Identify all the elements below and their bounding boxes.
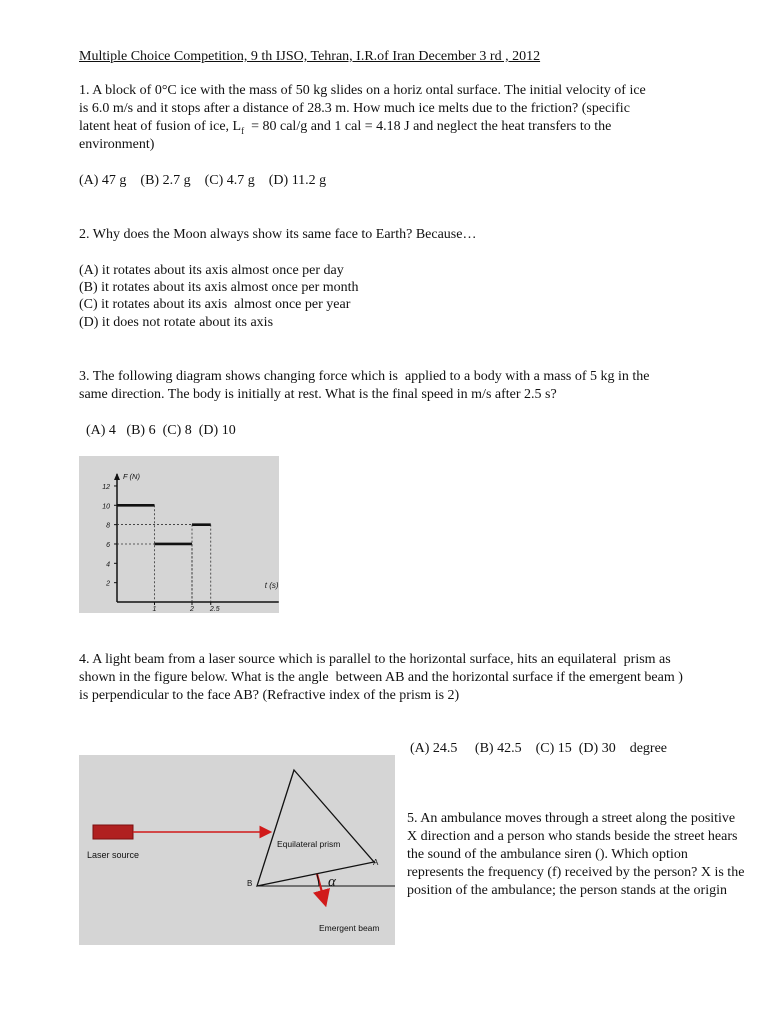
equilateral-prism xyxy=(257,770,374,886)
y-axis-arrow xyxy=(114,473,120,480)
prism-figure xyxy=(79,755,395,945)
q2-stem: 2. Why does the Moon always show its same face to Earth? Because… xyxy=(79,227,477,242)
q4-options: (A) 24.5 (B) 42.5 (C) 15 (D) 30 degree xyxy=(410,741,667,756)
q4-line-3: is perpendicular to the face AB? (Refractive index of the prism is 2) xyxy=(79,688,460,703)
laser-source-label: Laser source xyxy=(87,850,140,860)
emergent-beam-label: Emergent beam xyxy=(319,923,380,933)
q4-line-2: shown in the figure below. What is the angle between AB and the horizontal surface if the emergent beam ) xyxy=(79,670,683,685)
x-axis-label: t (s) xyxy=(264,581,279,590)
force-time-graph xyxy=(79,456,279,613)
q1-line-3-start: latent heat of fusion of ice, L xyxy=(79,119,242,134)
q2-option-b: (B) it rotates about its axis almost once per month xyxy=(79,280,359,295)
document-header: Multiple Choice Competition, 9 th IJSO, Tehran, I.R.of Iran December 3 rd , 2012 xyxy=(79,49,541,64)
x-tick-label: 2.5 xyxy=(209,606,220,613)
q1-line-3-rest: = 80 cal/g and 1 cal = 4.18 J and neglect the heat transfers to the xyxy=(244,119,612,134)
q2-option-a: (A) it rotates about its axis almost once per day xyxy=(79,263,344,278)
x-tick-label: 2 xyxy=(190,606,194,613)
y-tick-label: 4 xyxy=(106,561,110,569)
q1-line-2: is 6.0 m/s and it stops after a distance of 28.3 m. How much ice melts due to the friction? (specific xyxy=(79,101,630,116)
q1-options: (A) 47 g (B) 2.7 g (C) 4.7 g (D) 11.2 g xyxy=(79,173,327,188)
q1-line-3 xyxy=(79,118,611,140)
y-tick-label: 10 xyxy=(102,503,110,511)
q1-line-4: environment) xyxy=(79,137,155,152)
prism-label: Equilateral prism xyxy=(277,839,341,849)
prism-svg xyxy=(79,755,395,945)
force-time-svg xyxy=(79,456,279,613)
y-tick-label: 2 xyxy=(106,580,110,588)
vertex-b-label: B xyxy=(247,879,253,888)
laser-source-body xyxy=(93,825,133,839)
q2-option-c: (C) it rotates about its axis almost once per year xyxy=(79,297,351,312)
q1-line-1: 1. A block of 0°C ice with the mass of 50 kg slides on a horiz ontal surface. The initial velocity of ice xyxy=(79,83,646,98)
y-tick-label: 8 xyxy=(106,522,110,530)
q3-line-1: 3. The following diagram shows changing force which is applied to a body with a mass of 5 kg in the xyxy=(79,369,650,384)
latent-heat-subscript: f xyxy=(241,125,245,136)
q2-option-d: (D) it does not rotate about its axis xyxy=(79,315,274,330)
y-axis-label: F (N) xyxy=(123,471,140,481)
question-5: 5. An ambulance moves through a street along the positive X direction and a person who stands beside the street hears the sound of the ambulance siren (). Which option represents the frequency (f) received by the person? X is the position of the ambulance; the person stands at the origin xyxy=(407,811,745,898)
x-tick-label: 1 xyxy=(152,606,157,613)
y-tick-label: 6 xyxy=(106,541,110,549)
angle-alpha-label: α xyxy=(328,874,336,890)
q3-line-2: same direction. The body is initially at rest. What is the final speed in m/s after 2.5 s? xyxy=(79,387,557,402)
vertex-a-label: A xyxy=(373,858,379,867)
y-tick-label: 12 xyxy=(102,483,110,491)
q4-line-1: 4. A light beam from a laser source which is parallel to the horizontal surface, hits an equilateral prism as xyxy=(79,652,671,667)
q3-options: (A) 4 (B) 6 (C) 8 (D) 10 xyxy=(86,423,236,438)
